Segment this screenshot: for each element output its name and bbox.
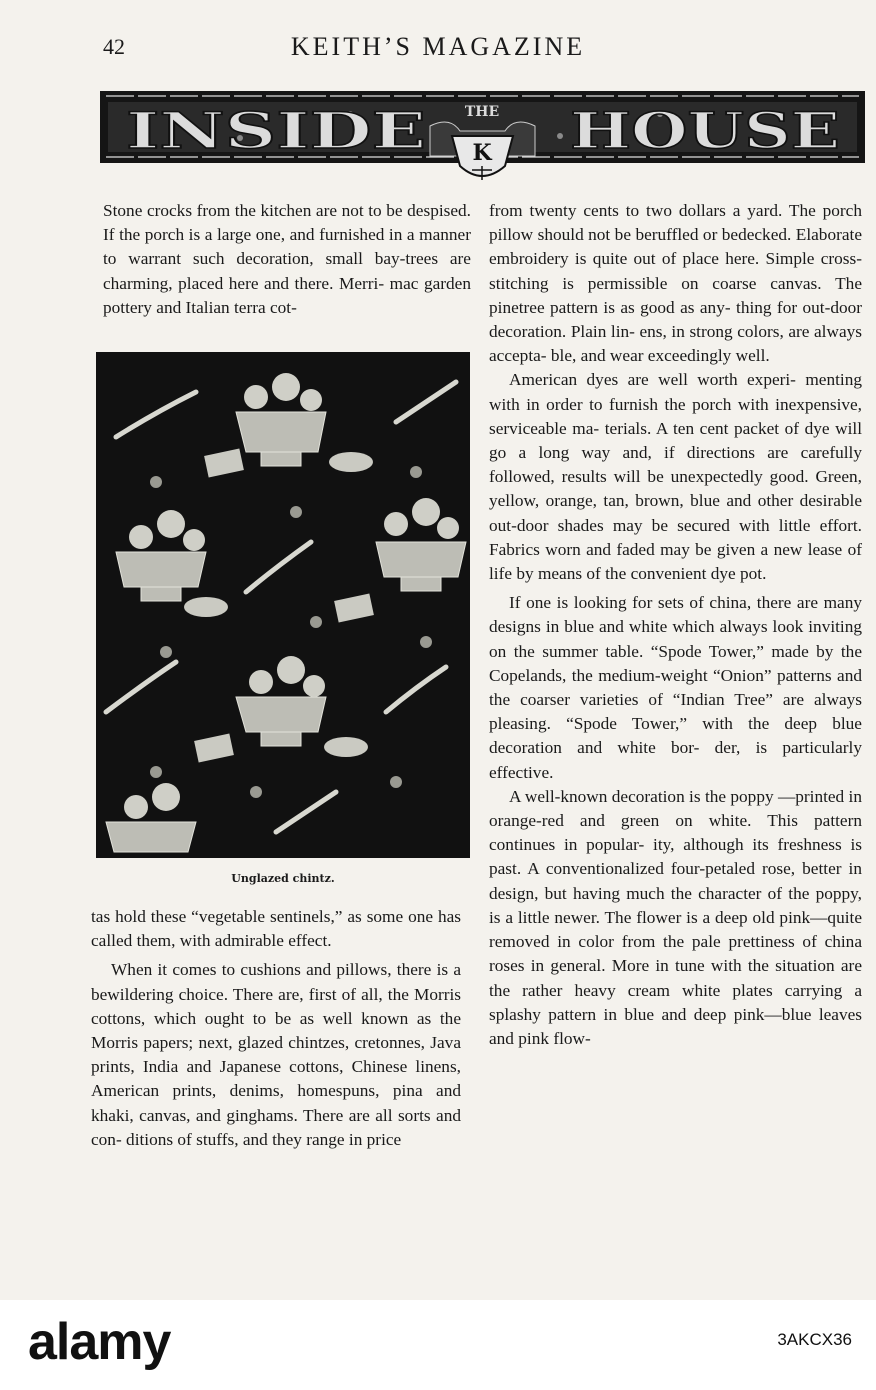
text-line: ens, in strong colors, are always accepta- (489, 322, 862, 366)
text-line: The pinetree pattern is as good as any- (489, 273, 862, 317)
text-line: effect. (288, 931, 332, 951)
paragraph (91, 905, 461, 953)
text-line: ginghams. There are all sorts and con- (91, 1105, 461, 1149)
text-line: Stone crocks from the kitchen are not to (103, 201, 382, 220)
right-column (489, 199, 862, 1051)
left-column-bottom (91, 905, 461, 1152)
text-line: ble, and wear exceedingly well. (550, 346, 770, 366)
text-line: situation are the rather heavy cream white (489, 956, 862, 1000)
svg-text:THE: THE (464, 104, 500, 120)
text-line: plates carrying a splashy pattern in blue (489, 980, 862, 1024)
text-line: followed, results will be unexpectedly (489, 467, 763, 487)
text-line: first of all, the Morris cottons, which (91, 984, 462, 1028)
text-line: always pleasing. “Spode Tower,” with (489, 690, 862, 734)
left-column-top (103, 199, 471, 320)
svg-text:INSIDE: INSIDE (126, 101, 426, 160)
text-line: If one is looking for sets of china, there (509, 593, 792, 613)
text-line: ditions of stuffs, and they range in price (126, 1129, 402, 1149)
text-line: of life by means of the convenient dye (489, 539, 862, 584)
page-number: 42 (103, 34, 125, 59)
text-line: homespuns, pina and khaki, canvas, and (91, 1081, 462, 1125)
text-line: may be secured with little effort. Fabrics (489, 515, 862, 559)
text-line: stitching is permissible on coarse canvas. (489, 273, 822, 293)
text-line: charming, placed here and there. Merri- (103, 273, 385, 293)
text-line: flower is a deep old pink—quite removed (489, 907, 862, 952)
paragraph (489, 591, 862, 785)
paragraph (489, 785, 862, 1051)
text-line: and deep pink—blue leaves and pink flow- (489, 1004, 862, 1048)
text-line: roses in general. More in tune with the (489, 956, 769, 976)
text-line: tas hold these “vegetable sentinels,” as (91, 907, 362, 926)
text-line: such decoration, small bay-trees are (192, 249, 471, 269)
text-line: in color from the pale prettiness of china (557, 932, 862, 952)
magazine-title: KEITH’S MAGAZINE (290, 32, 586, 61)
text-line: worn and faded may be given a new lease (545, 539, 843, 559)
svg-text:HOUSE: HOUSE (570, 101, 840, 160)
text-line: porch with inexpensive, serviceable ma- (489, 394, 863, 438)
text-line: and furnished in a manner to warrant (103, 225, 471, 269)
text-line: pot. (739, 564, 767, 584)
text-line: A well-known decoration is the poppy (509, 786, 774, 806)
text-line: or bedecked. Elaborate embroidery is (489, 225, 862, 269)
text-line: mac garden pottery and Italian terra cot- (103, 273, 471, 317)
text-line: there is a bewildering choice. There are, (91, 960, 462, 1004)
text-line: —printed in orange-red and green on (489, 786, 862, 831)
text-line: some one has called them, with admirable (91, 907, 461, 951)
text-line: the coarser varieties of “Indian Tree” are (489, 690, 805, 710)
text-line: der, is particularly effective. (489, 738, 862, 782)
text-line: good. Green, yellow, orange, tan, brown, (489, 467, 862, 511)
text-line: thing for out-door decoration. Plain lin- (489, 297, 862, 342)
text-line: ought to be as well known as the Morris (91, 1008, 461, 1053)
stock-logo: alamy (28, 1313, 171, 1371)
text-line: of the poppy, is a little newer. The (489, 883, 862, 927)
section-banner (100, 86, 865, 186)
text-line: white. This pattern continues in popular- (489, 811, 862, 855)
text-line: from twenty cents to two dollars a yard. (489, 201, 783, 220)
text-line: blue and other desirable out-door shades (489, 491, 862, 535)
text-line: long way and, if directions are carefully (538, 443, 862, 463)
text-line: “Spode Tower,” made by the Copelands, (489, 641, 862, 685)
figure-caption: Unglazed chintz. (231, 872, 335, 885)
text-line: papers; next, glazed chintzes, cretonnes, (143, 1033, 425, 1053)
text-line: Chinese linens, American prints, denims, (91, 1057, 461, 1101)
text-line: The porch pillow should not be beruffled (489, 201, 862, 245)
paragraph (91, 958, 461, 1152)
text-line: ity, although its freshness is past. A (489, 835, 863, 879)
text-line: When it comes to cushions and pillows, (111, 960, 392, 980)
text-line: are many designs in blue and white which (489, 593, 863, 637)
text-line: Java prints, India and Japanese cottons, (91, 1033, 461, 1077)
text-line: terials. A ten cent packet of dye will go a (489, 418, 863, 463)
text-line: conventionalized four-petaled rose, better (545, 859, 842, 879)
text-line: in design, but having much the character (489, 859, 862, 903)
svg-text:K: K (472, 140, 492, 166)
paragraph (489, 199, 862, 368)
text-line: quite out of place here. Simple cross- (592, 249, 862, 269)
text-line: always look inviting on the summer table. (489, 617, 863, 661)
image-id: 3AKCX36 (777, 1330, 852, 1349)
text-line: the medium-weight “Onion” patterns and (571, 665, 862, 685)
paragraph (103, 199, 471, 320)
chintz-fabric-illustration (96, 352, 470, 858)
text-line: be despised. If the porch is a large one, (103, 201, 471, 245)
text-line: the deep blue decoration and white bor- (489, 714, 862, 758)
text-line: menting with in order to furnish the (489, 370, 862, 414)
paragraph (489, 368, 862, 586)
text-line: American dyes are well worth experi- (509, 370, 796, 390)
